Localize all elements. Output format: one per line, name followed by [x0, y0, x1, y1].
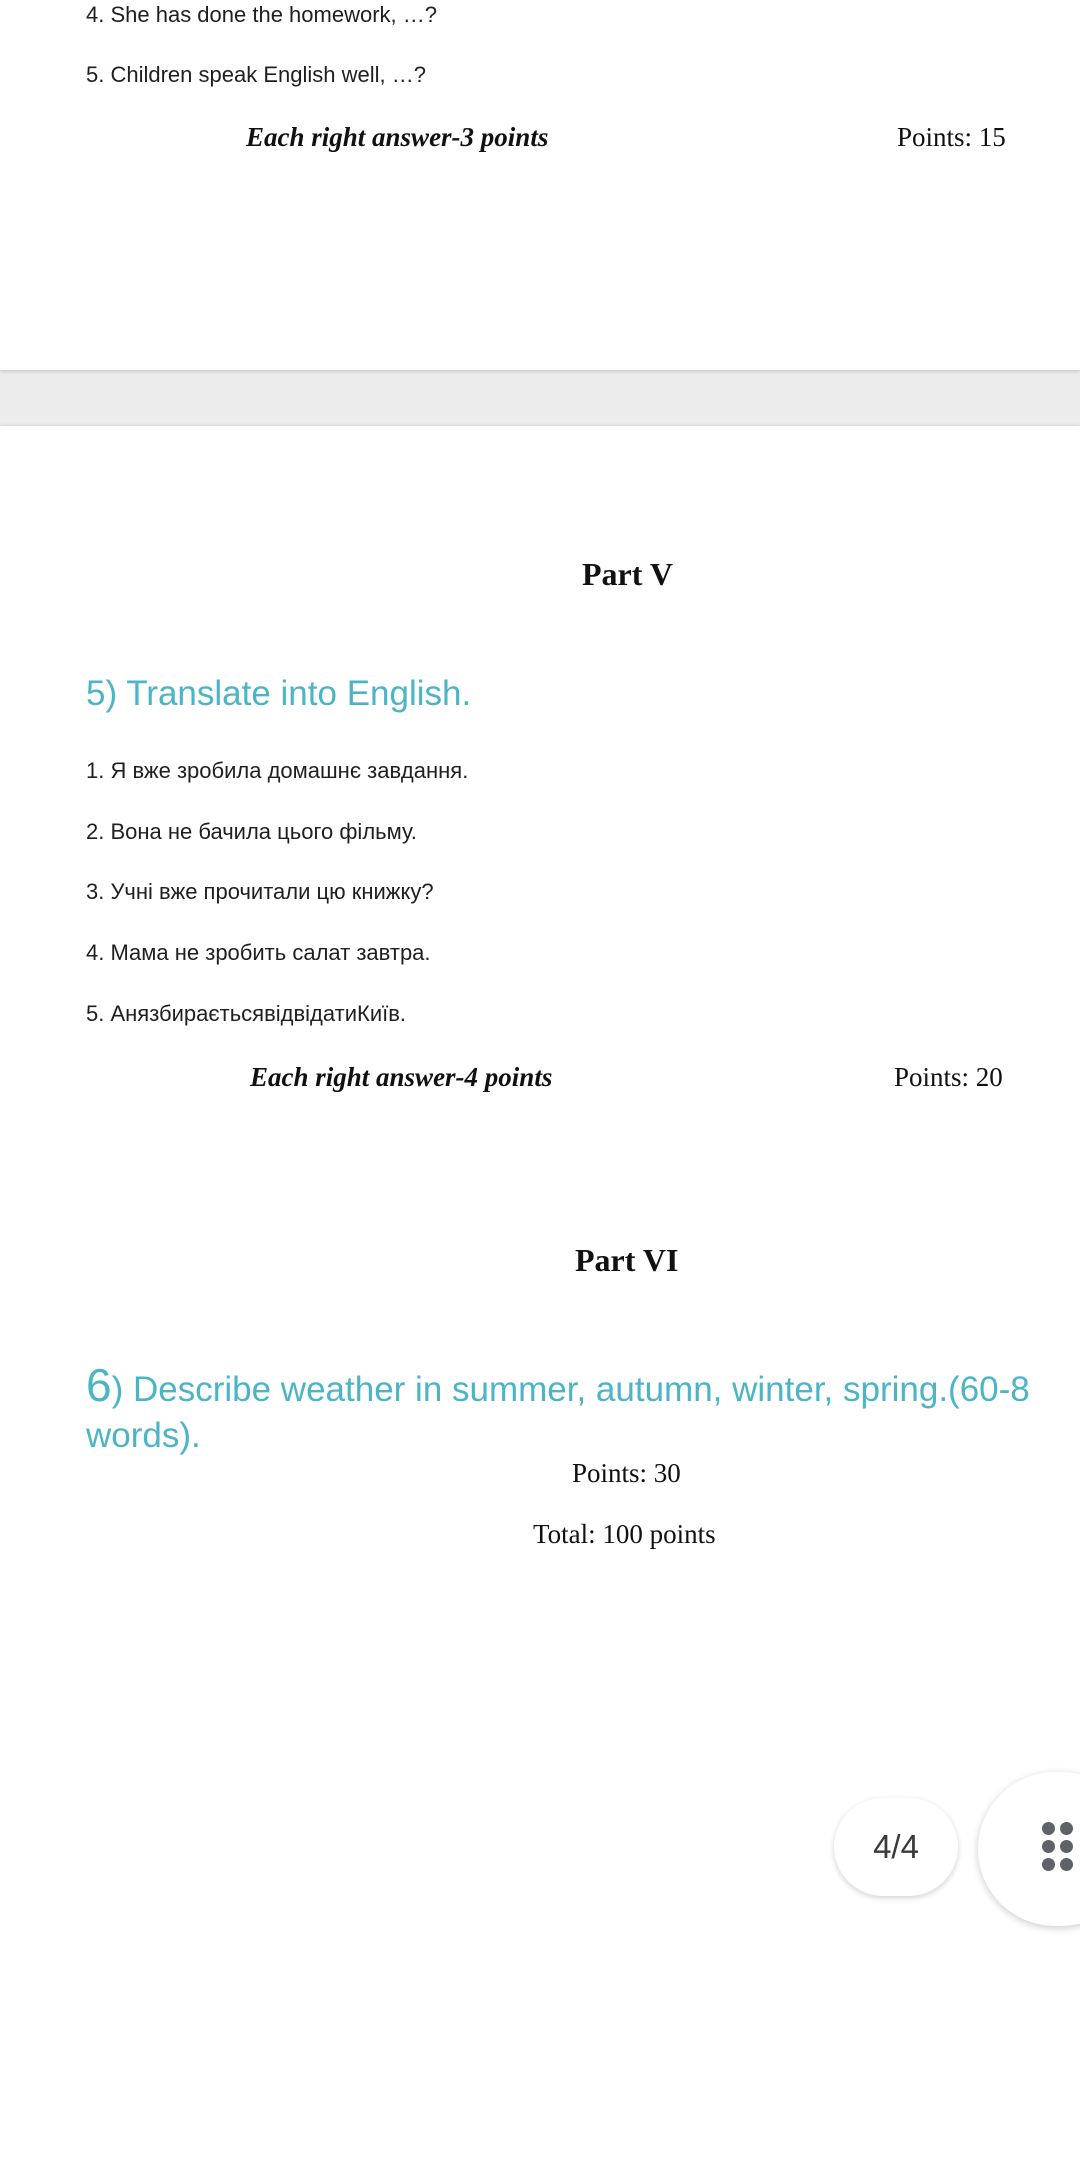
part-title: Part V [582, 556, 673, 592]
total-points: Total: 100 points [533, 1519, 716, 1549]
points-label: Points: 20 [894, 1062, 1003, 1092]
list-item: 2. Вона не бачила цього фільму. [86, 819, 417, 844]
list-item: 4. She has done the homework, …? [86, 2, 437, 27]
document-page-4 [0, 426, 1080, 2160]
list-item: 1. Я вже зробила домашнє завдання. [86, 758, 469, 783]
points-label: Points: 30 [572, 1458, 681, 1488]
points-label: Points: 15 [897, 122, 1006, 152]
task-number: 6 [86, 1359, 112, 1411]
task-heading [86, 1358, 1030, 1412]
scoring-note: Each right answer-3 points [246, 122, 549, 152]
list-item: 5. АнязбираєтьсявідвідатиКиїв. [86, 1001, 407, 1026]
document-page-3 [0, 0, 1080, 370]
part-title: Part VI [575, 1242, 679, 1278]
page-indicator-text: 4/4 [873, 1828, 919, 1865]
task-heading-text: ) Describe weather in summer, autumn, winter, spring.(60-8 [111, 1370, 1030, 1409]
list-item: 5. Children speak English well, …? [86, 62, 426, 87]
page-indicator[interactable] [834, 1798, 958, 1896]
task-heading: 5) Translate into English. [86, 674, 472, 713]
list-item: 4. Мама не зробить салат завтра. [86, 940, 431, 965]
task-heading-continued: words). [86, 1416, 201, 1455]
scoring-note: Each right answer-4 points [250, 1062, 553, 1092]
list-item: 3. Учні вже прочитали цю книжку? [86, 879, 434, 904]
